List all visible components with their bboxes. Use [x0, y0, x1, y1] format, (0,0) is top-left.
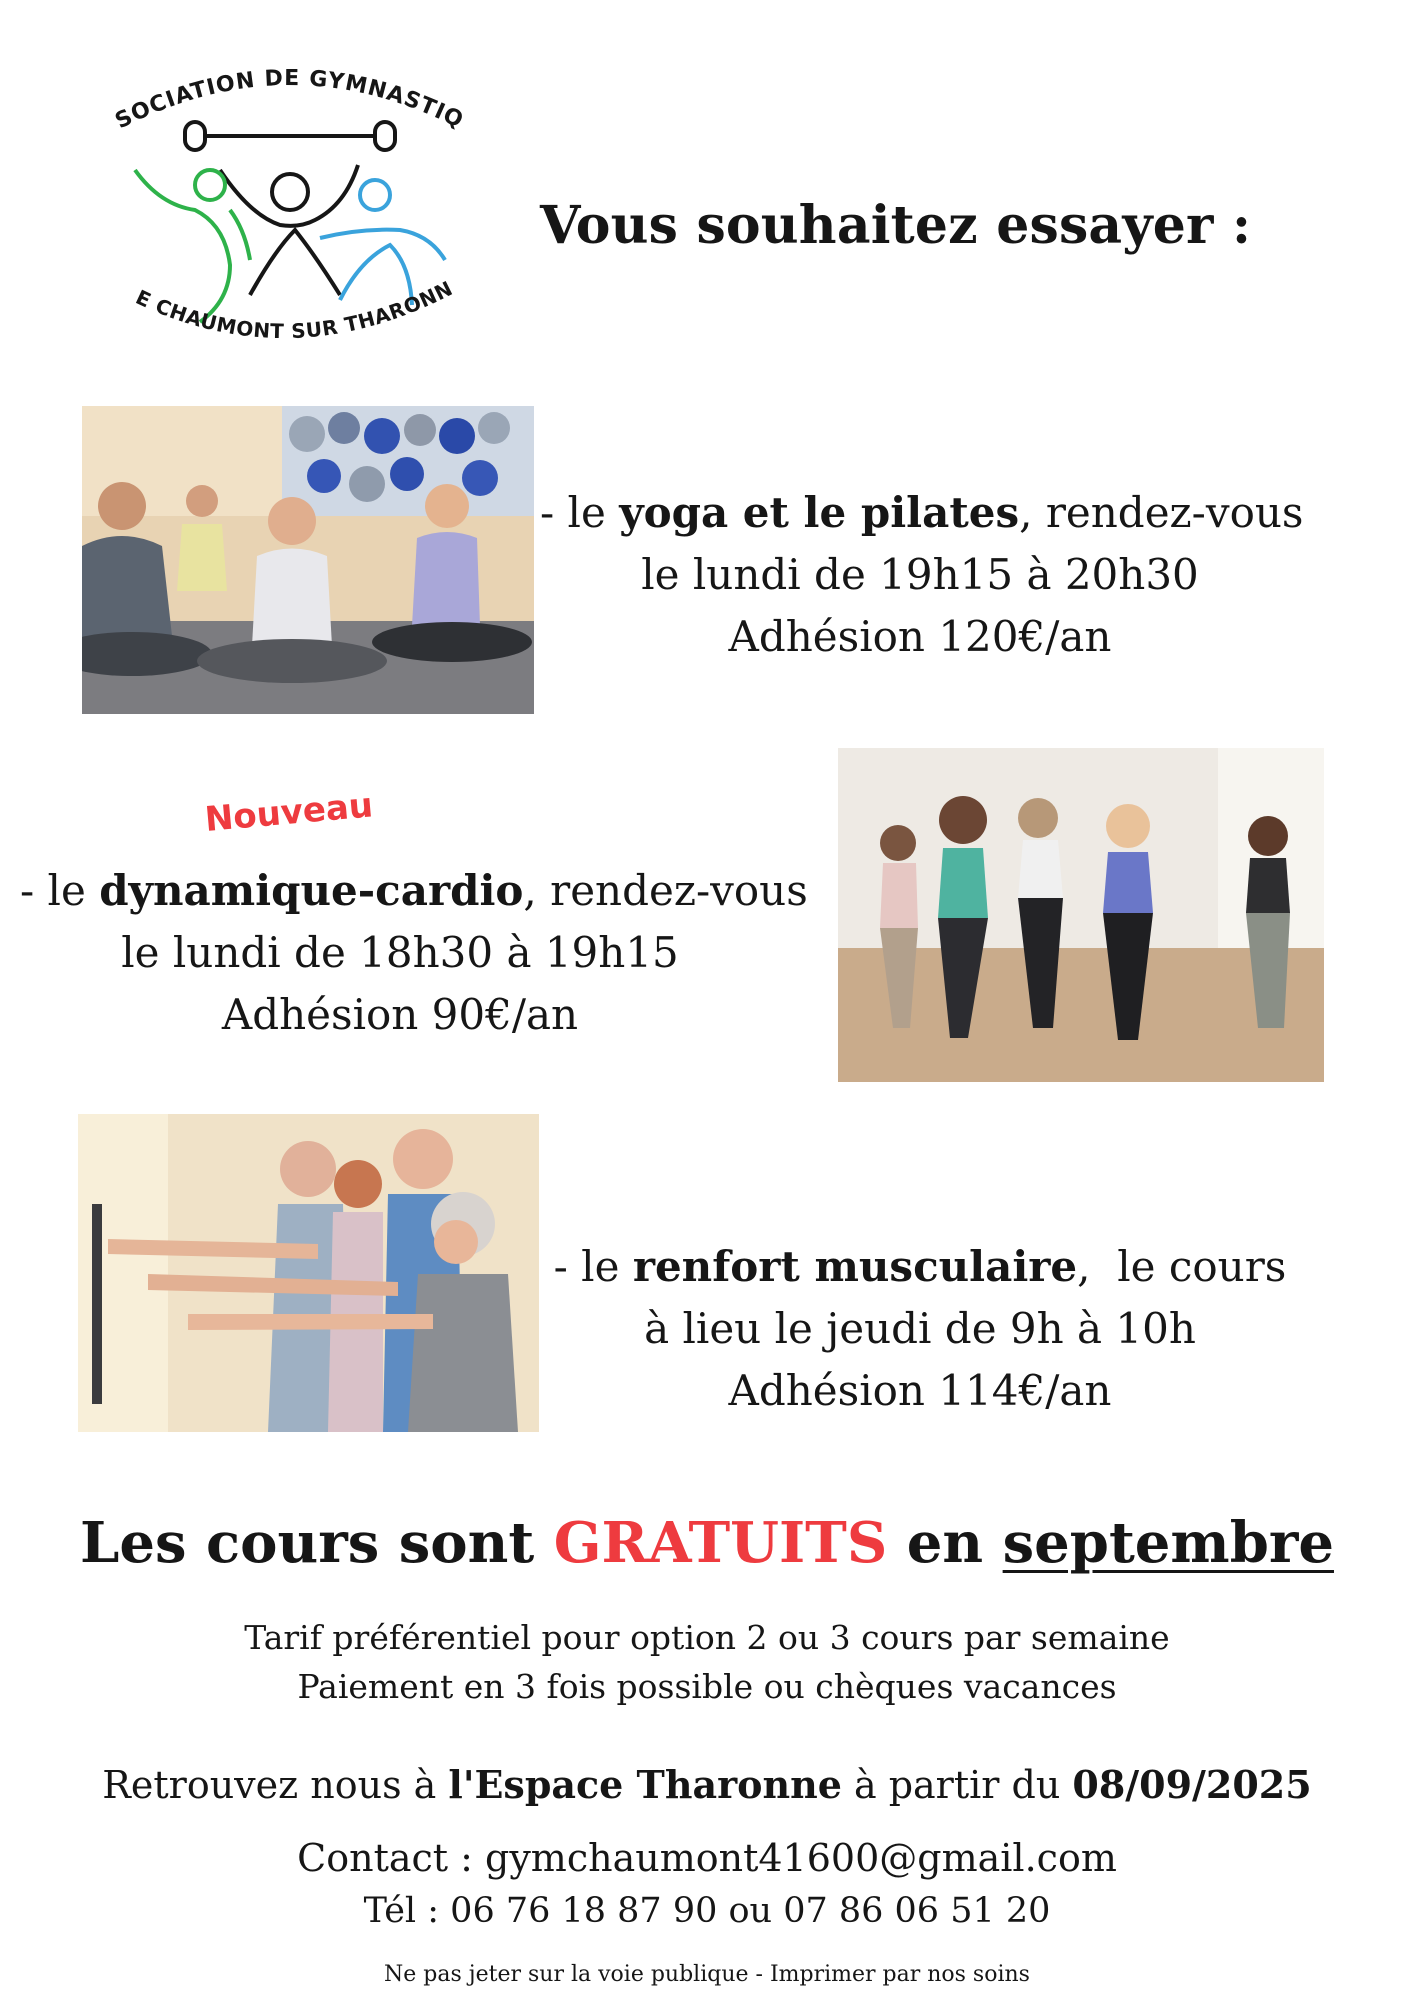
contact-phone: Tél : 06 76 18 87 90 ou 07 86 06 51 20: [363, 1891, 1051, 1931]
promo-part1: Les cours sont: [80, 1510, 554, 1576]
yoga-prefix: - le: [540, 488, 620, 537]
footer-note: Ne pas jeter sur la voie publique - Imprimer par nos soins: [384, 1962, 1030, 1987]
tarif-line-2: Paiement en 3 fois possible ou chèques vacances: [297, 1667, 1117, 1706]
renfort-class-photo: [78, 1114, 539, 1432]
address-line: [0, 1762, 1414, 1807]
cardio-prefix: - le: [20, 866, 100, 915]
yoga-price: Adhésion 120€/an: [728, 612, 1112, 661]
nouveau-badge: Nouveau: [203, 785, 375, 840]
contact-email: Contact : gymchaumont41600@gmail.com: [297, 1836, 1117, 1880]
free-september-promo: [0, 1510, 1414, 1576]
address-part1: Retrouvez nous à: [102, 1763, 449, 1807]
promo-part2: en: [887, 1510, 1003, 1576]
renfort-suffix: , le cours: [1077, 1242, 1287, 1291]
yoga-schedule: le lundi de 19h15 à 20h30: [641, 550, 1199, 599]
promo-highlight: GRATUITS: [553, 1510, 888, 1576]
cardio-info: [20, 860, 808, 1046]
cardio-suffix: , rendez-vous: [523, 866, 808, 915]
renfort-info: [540, 1236, 1300, 1422]
cardio-price: Adhésion 90€/an: [221, 990, 579, 1039]
address-date: 08/09/2025: [1072, 1762, 1312, 1807]
association-logo: [100, 60, 480, 380]
address-part2: à partir du: [841, 1763, 1073, 1807]
yoga-suffix: , rendez-vous: [1019, 488, 1304, 537]
logo-top-text: SOCIATION DE GYMNASTIQ: [111, 65, 468, 135]
promo-month: septembre: [1002, 1510, 1334, 1576]
renfort-name: renfort musculaire: [632, 1242, 1078, 1291]
yoga-name: yoga et le pilates: [619, 488, 1020, 537]
cardio-name: dynamique-cardio: [99, 866, 524, 915]
page-heading: Vous souhaitez essayer :: [540, 195, 1252, 256]
yoga-pilates-info: [540, 482, 1304, 668]
logo-bottom-text: E CHAUMONT SUR THARONN: [132, 275, 457, 344]
cardio-class-photo: [838, 748, 1324, 1082]
address-place: l'Espace Tharonne: [448, 1762, 842, 1807]
yoga-class-photo: [82, 406, 534, 714]
renfort-schedule: à lieu le jeudi de 9h à 10h: [644, 1304, 1196, 1353]
svg-text:ASSOCIATION DE GYMNASTIQUE: [100, 60, 468, 134]
renfort-price: Adhésion 114€/an: [728, 1366, 1112, 1415]
cardio-schedule: le lundi de 18h30 à 19h15: [121, 928, 679, 977]
renfort-prefix: - le: [553, 1242, 633, 1291]
tarif-line-1: Tarif préférentiel pour option 2 ou 3 cours par semaine: [244, 1618, 1170, 1657]
